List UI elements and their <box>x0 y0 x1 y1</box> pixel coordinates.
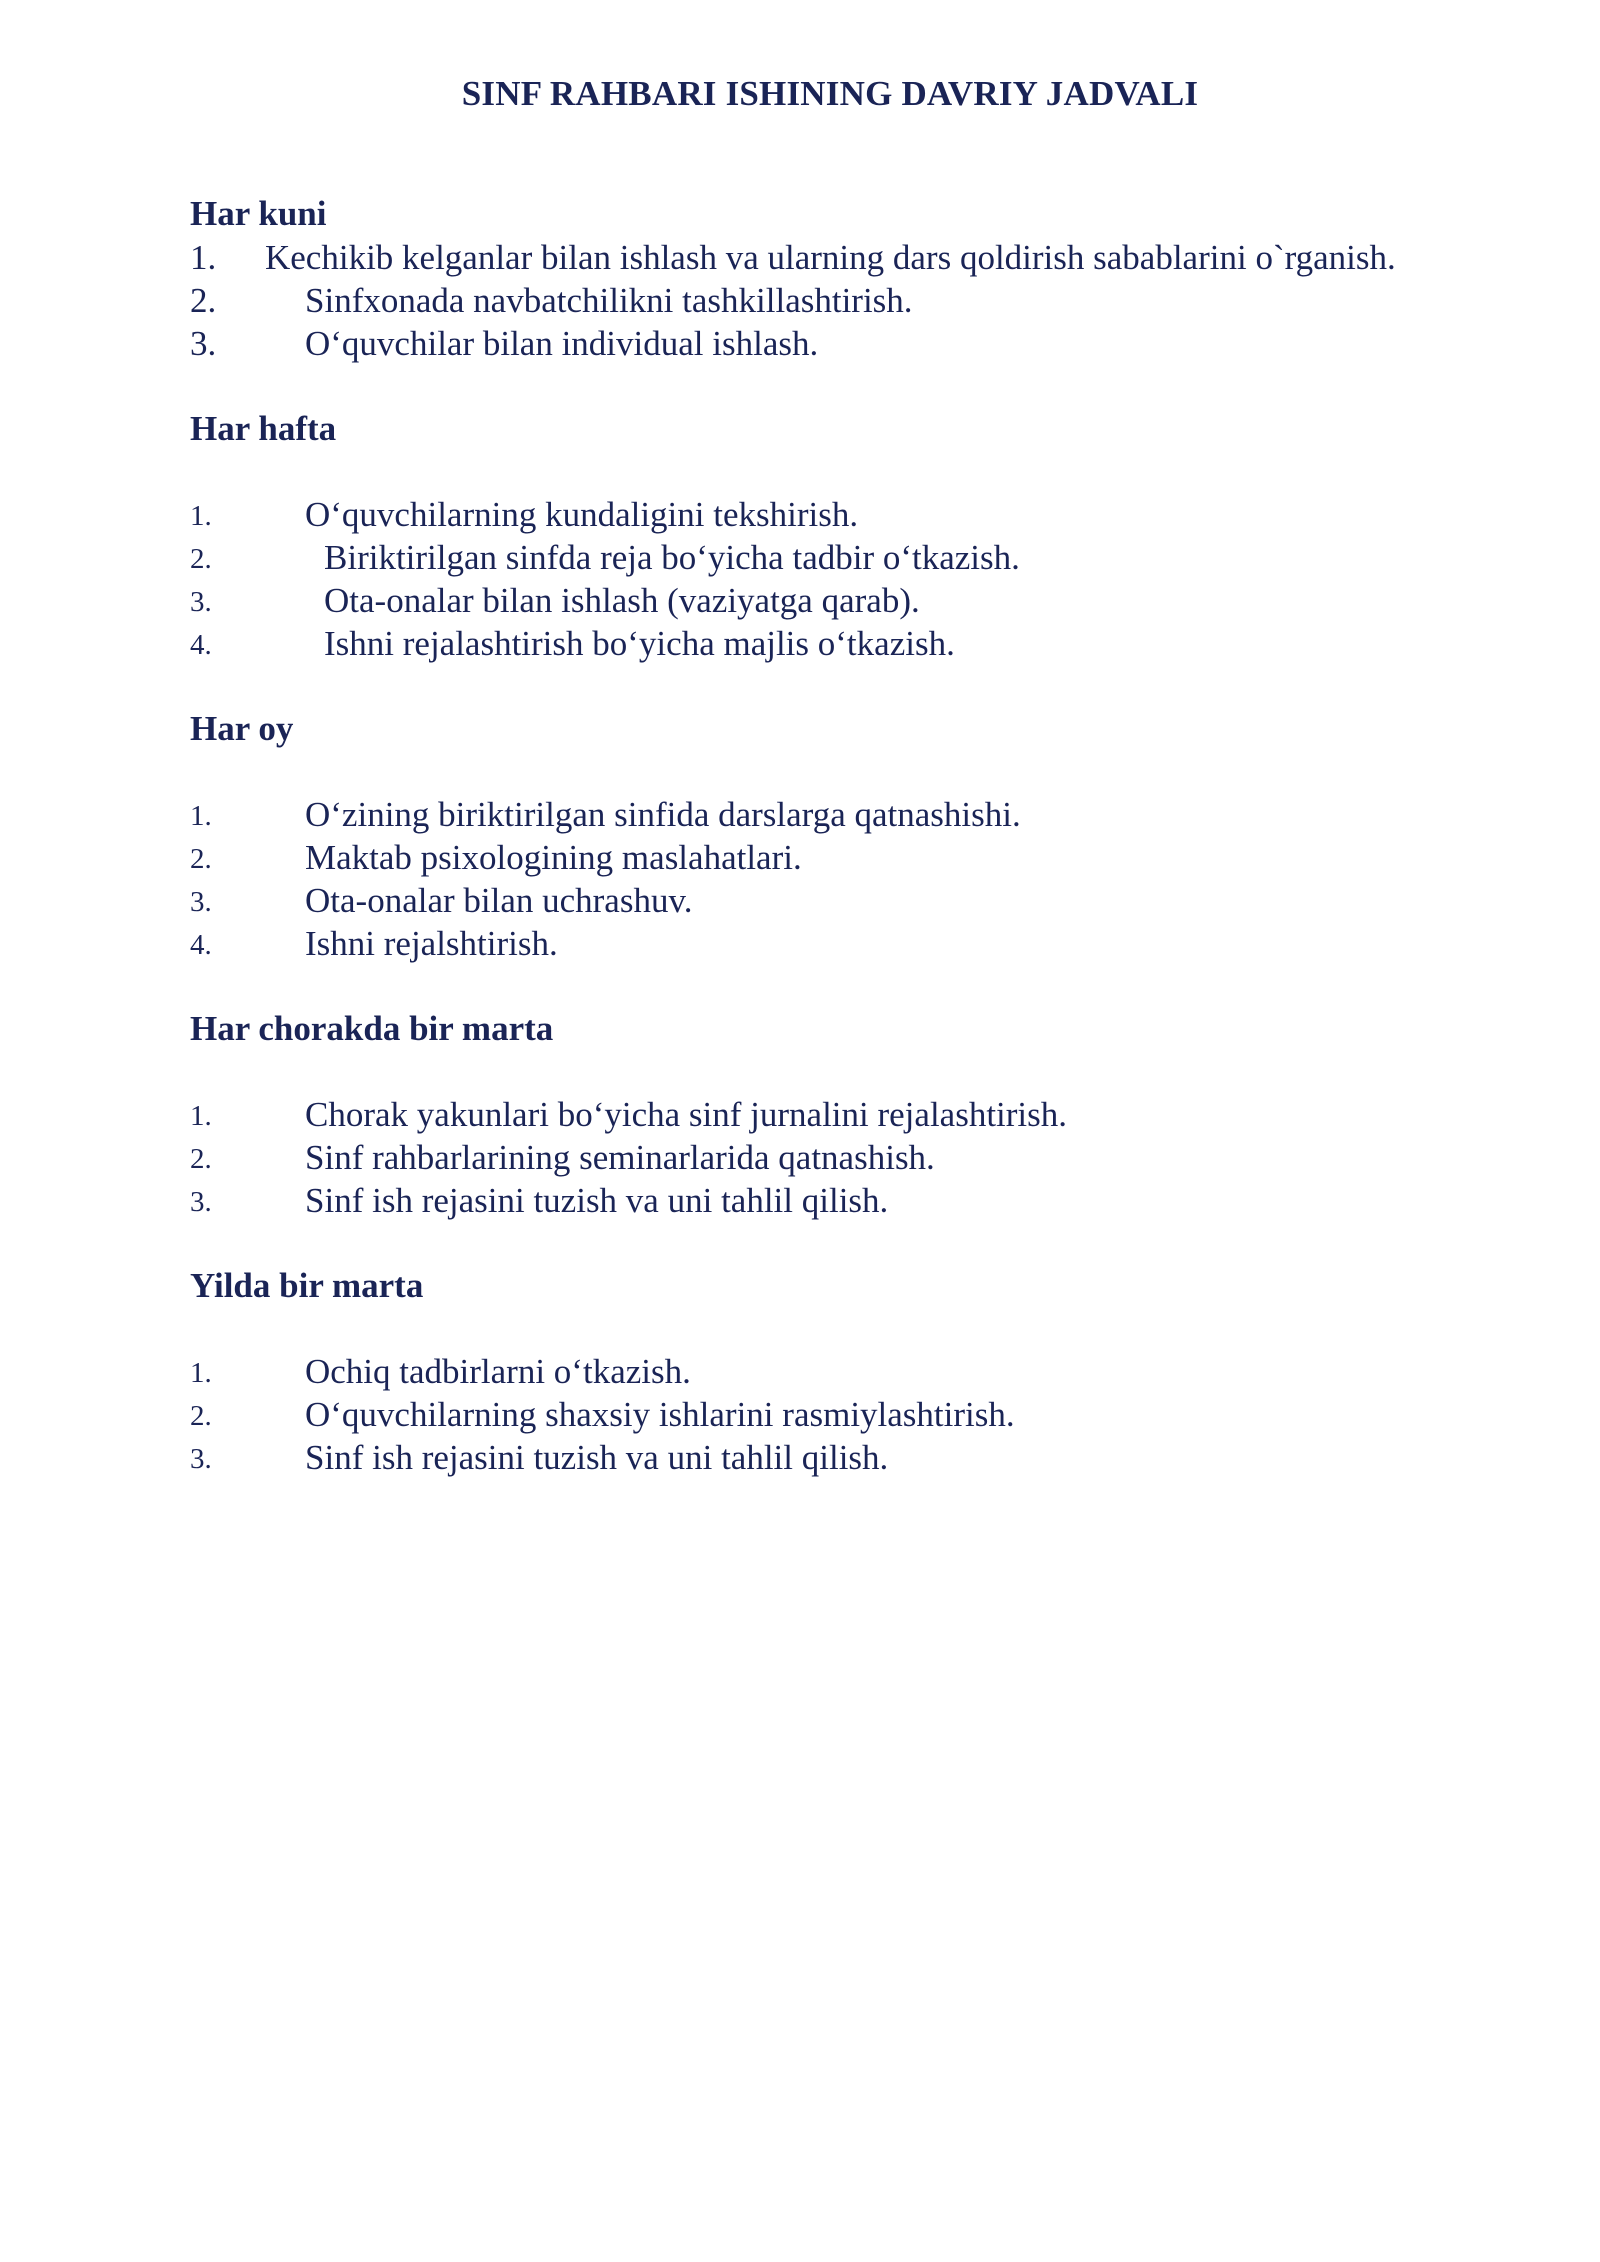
item-number: 2. <box>190 543 212 575</box>
item-text: Ota-onalar bilan ishlash (vaziyatga qarab). <box>324 581 920 620</box>
item-text: Sinf ish rejasini tuzish va uni tahlil qilish. <box>305 1181 889 1220</box>
item-number: 3. <box>190 1186 212 1218</box>
item-text: O‘quvchilarning kundaligini tekshirish. <box>305 495 859 534</box>
item-text: Ota-onalar bilan uchrashuv. <box>305 881 693 920</box>
item-number: 2. <box>190 281 217 320</box>
section-heading: Har kuni <box>190 194 327 233</box>
item-list <box>190 1350 1490 1479</box>
item-list <box>190 793 1490 965</box>
item-number: 1. <box>190 1357 212 1389</box>
item-number: 4. <box>190 629 212 661</box>
section-heading: Har oy <box>190 709 294 748</box>
item-number: 2. <box>190 1143 212 1175</box>
list-item <box>190 493 1490 536</box>
item-number: 3. <box>190 1443 212 1475</box>
item-number: 2. <box>190 1400 212 1432</box>
item-text: Chorak yakunlari bo‘yicha sinf jurnalini rejalashtirish. <box>305 1095 1068 1134</box>
item-list <box>190 1093 1490 1222</box>
item-text: Biriktirilgan sinfda reja bo‘yicha tadbir o‘tkazish. <box>324 538 1020 577</box>
list-item <box>190 1179 1490 1222</box>
list-item <box>190 536 1490 579</box>
item-number: 1. <box>190 800 212 832</box>
item-number: 3. <box>190 886 212 918</box>
list-item <box>190 836 1490 879</box>
item-number: 4. <box>190 929 212 961</box>
item-text: O‘zining biriktirilgan sinfida darslarga qatnashishi. <box>305 795 1021 834</box>
section-har-hafta <box>190 407 1490 665</box>
item-text: Sinf ish rejasini tuzish va uni tahlil qilish. <box>305 1438 889 1477</box>
item-text: Ochiq tadbirlarni o‘tkazish. <box>305 1352 691 1391</box>
item-text: O‘quvchilar bilan individual ishlash. <box>305 324 819 363</box>
item-number: 3. <box>190 324 217 363</box>
item-number: 2. <box>190 843 212 875</box>
item-text: Ishni rejalashtirish bo‘yicha majlis o‘tkazish. <box>324 624 955 663</box>
item-number: 1. <box>190 500 212 532</box>
list-item <box>190 236 1490 279</box>
item-number: 3. <box>190 586 212 618</box>
item-text: Kechikib kelganlar bilan ishlash va ularning dars qoldirish sabablarini o`rganish. <box>265 238 1396 277</box>
section-har-chorakda <box>190 1007 1490 1222</box>
item-text: Sinfxonada navbatchilikni tashkillashtirish. <box>305 281 913 320</box>
section-har-oy <box>190 707 1490 965</box>
list-item <box>190 879 1490 922</box>
list-item <box>190 1093 1490 1136</box>
item-text: Sinf rahbarlarining seminarlarida qatnashish. <box>305 1138 935 1177</box>
list-item <box>190 279 1490 322</box>
list-item <box>190 1436 1490 1479</box>
list-item <box>190 922 1490 965</box>
section-heading: Yilda bir marta <box>190 1266 424 1305</box>
list-item <box>190 1350 1490 1393</box>
item-list <box>190 236 1490 365</box>
list-item <box>190 1136 1490 1179</box>
document-title: SINF RAHBARI ISHINING DAVRIY JADVALI <box>461 74 1199 113</box>
list-item <box>190 793 1490 836</box>
section-heading: Har chorakda bir marta <box>190 1009 554 1048</box>
item-text: Ishni rejalshtirish. <box>305 924 558 963</box>
list-item <box>190 1393 1490 1436</box>
item-number: 1. <box>190 238 217 277</box>
item-text: O‘quvchilarning shaxsiy ishlarini rasmiylashtirish. <box>305 1395 1015 1434</box>
item-text: Maktab psixologining maslahatlari. <box>305 838 802 877</box>
item-list <box>190 493 1490 665</box>
section-har-kuni <box>190 192 1490 365</box>
section-heading: Har hafta <box>190 409 337 448</box>
list-item <box>190 579 1490 622</box>
section-yilda-bir-marta <box>190 1264 1490 1479</box>
list-item <box>190 322 1490 365</box>
item-number: 1. <box>190 1100 212 1132</box>
list-item <box>190 622 1490 665</box>
